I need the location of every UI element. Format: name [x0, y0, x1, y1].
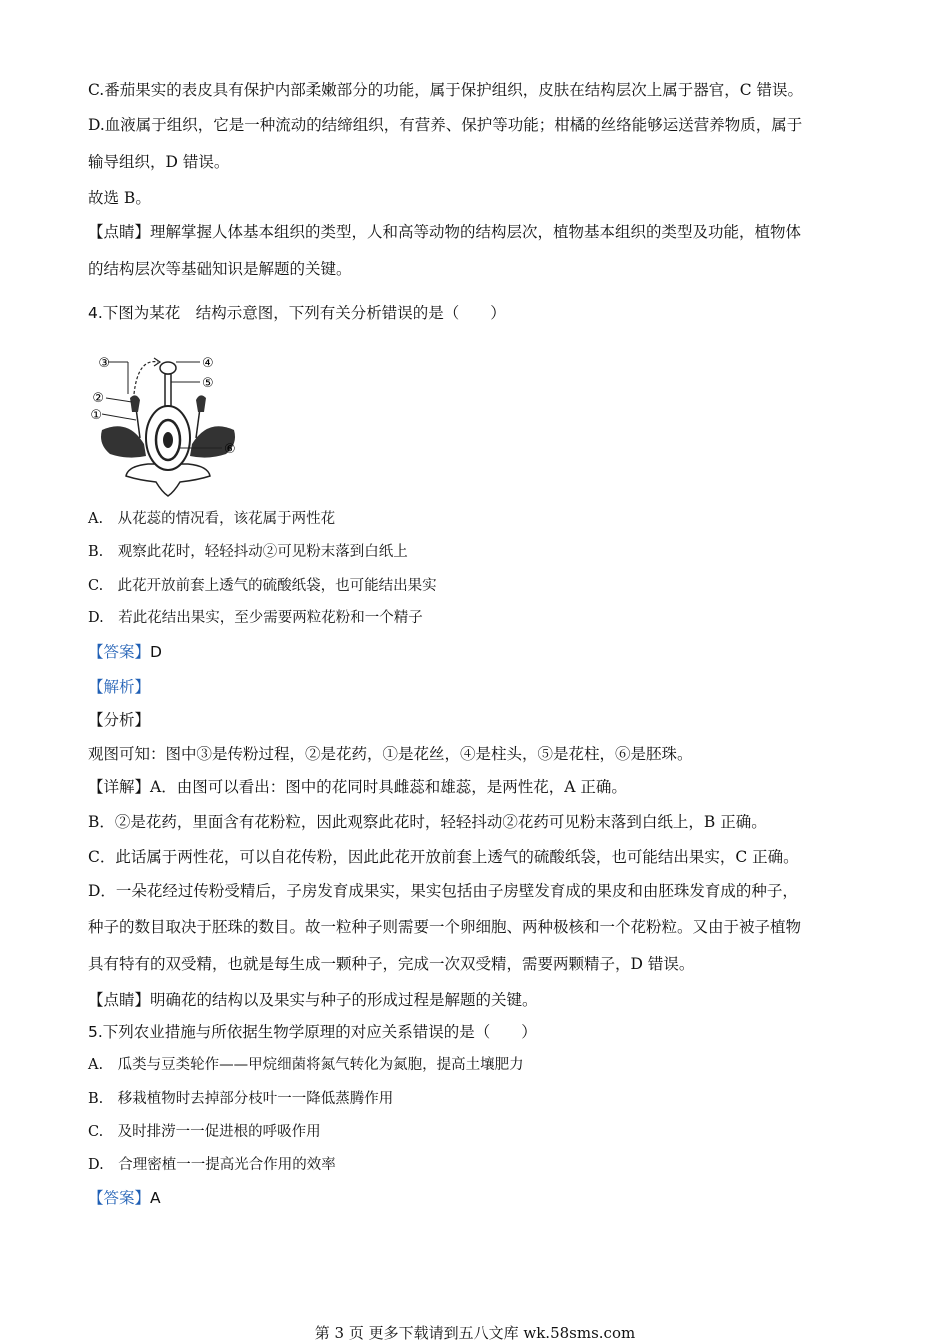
answer-tag: 【答案】 [88, 643, 151, 661]
label-1: ① [90, 408, 102, 423]
point-paragraph [88, 221, 801, 243]
detail-c: C．此话属于两性花，可以自花传粉，因此此花开放前套上透气的硫酸纸袋，也可能结出果实，C 正确。 [88, 848, 799, 866]
label-3: ③ [98, 356, 110, 371]
leader-line [102, 414, 136, 420]
text-line: C.番茄果实的表皮具有保护内部柔嫩部分的功能，属于保护组织，皮肤在结构层次上属于器官，C 错误。 [88, 81, 804, 99]
detail-line [88, 776, 627, 798]
text-line: 输导组织，D 错误。 [88, 153, 230, 171]
flower-diagram-svg [88, 348, 248, 500]
text-line: 的结构层次等基础知识是解题的关键。 [88, 260, 352, 278]
fenxi-text: 观图可知：图中③是传粉过程，②是花药，①是花丝，④是柱头，⑤是花柱，⑥是胚珠。 [88, 745, 693, 763]
detail-d2: 种子的数目取决于胚珠的数目。故一粒种子则需要一个卵细胞、两种极核和一个花粉粒。又由于被子植物 [88, 918, 802, 936]
question-text: 下列农业措施与所依据生物学原理的对应关系错误的是（ ） [102, 1023, 537, 1041]
pollination-arrow [134, 362, 158, 394]
analysis-tag: 【解析】 [88, 678, 151, 696]
stigma-shape [160, 362, 176, 374]
answer-value: A [150, 1189, 161, 1207]
label-6: ⑥ [224, 442, 236, 457]
detail-d1: D．一朵花经过传粉受精后，子房发育成果实，果实包括由子房壁发育成的果皮和由胚珠发育成的种子， [88, 882, 798, 900]
left-filament [136, 408, 140, 438]
label-4: ④ [202, 356, 214, 371]
question-5-stem [88, 1021, 537, 1043]
option-c: C. 此花开放前套上透气的硫酸纸袋，也可能结出果实 [88, 578, 437, 594]
question-text: 下图为某花 结构示意图，下列有关分析错误的是（ ） [102, 304, 506, 322]
answer-tag: 【答案】 [88, 1189, 151, 1207]
ovule-core [163, 432, 173, 448]
option-b: B. 观察此花时，轻轻抖动②可见粉末落到白纸上 [88, 544, 408, 560]
left-anther [130, 395, 140, 412]
detail-b: B．②是花药，里面含有花粉粒，因此观察此花时，轻轻抖动②花药可见粉末落到白纸上，B 正确。 [88, 813, 767, 831]
text-line: 故选 B。 [88, 189, 151, 207]
option-a: A. 瓜类与豆类轮作——甲烷细菌将氮气转化为氮胞，提高土壤肥力 [88, 1057, 524, 1073]
leader-line [106, 398, 132, 402]
fenxi-tag: 【分析】 [88, 711, 151, 729]
point-tag: 【点睛】 [88, 223, 151, 241]
option-a: A. 从花蕊的情况看，该花属于两性花 [88, 511, 336, 527]
answer-line [88, 641, 162, 663]
option-d: D. 若此花结出果实，至少需要两粒花粉和一个精子 [88, 610, 423, 626]
detail-tag: 【详解】 [88, 778, 151, 796]
option-d: D. 合理密植一一提高光合作用的效率 [88, 1157, 336, 1173]
label-5: ⑤ [202, 376, 214, 391]
flower-structure-diagram [88, 348, 248, 500]
question-number: 5. [88, 1023, 103, 1041]
question-number: 4. [88, 304, 103, 322]
right-filament [196, 408, 200, 438]
point-paragraph [88, 989, 538, 1011]
point-text: 理解掌握人体基本组织的类型，人和高等动物的结构层次，植物基本组织的类型及功能，植物体 [150, 223, 802, 241]
option-b: B. 移栽植物时去掉部分枝叶一一降低蒸腾作用 [88, 1091, 394, 1107]
page-footer: 第 3 页 更多下载请到五八文库 wk.58sms.com [314, 1324, 636, 1342]
style-shape [165, 374, 171, 406]
option-c: C. 及时排涝一一促进根的呼吸作用 [88, 1124, 321, 1140]
point-tag: 【点睛】 [88, 991, 151, 1009]
answer-value: D [150, 643, 162, 661]
right-anther [196, 395, 206, 412]
point-text: 明确花的结构以及果实与种子的形成过程是解题的关键。 [150, 991, 538, 1009]
question-4-stem [88, 302, 506, 324]
detail-d3: 具有特有的双受精，也就是每生成一颗种子，完成一次双受精，需要两颗精子，D 错误。 [88, 955, 695, 973]
detail-a: A．由图可以看出：图中的花同时具雌蕊和雄蕊，是两性花，A 正确。 [150, 778, 627, 796]
label-2: ② [92, 391, 104, 406]
answer-line [88, 1187, 161, 1209]
text-line: D.血液属于组织，它是一种流动的结缔组织，有营养、保护等功能；柑橘的丝络能够运送营养物质，属于 [88, 116, 803, 134]
